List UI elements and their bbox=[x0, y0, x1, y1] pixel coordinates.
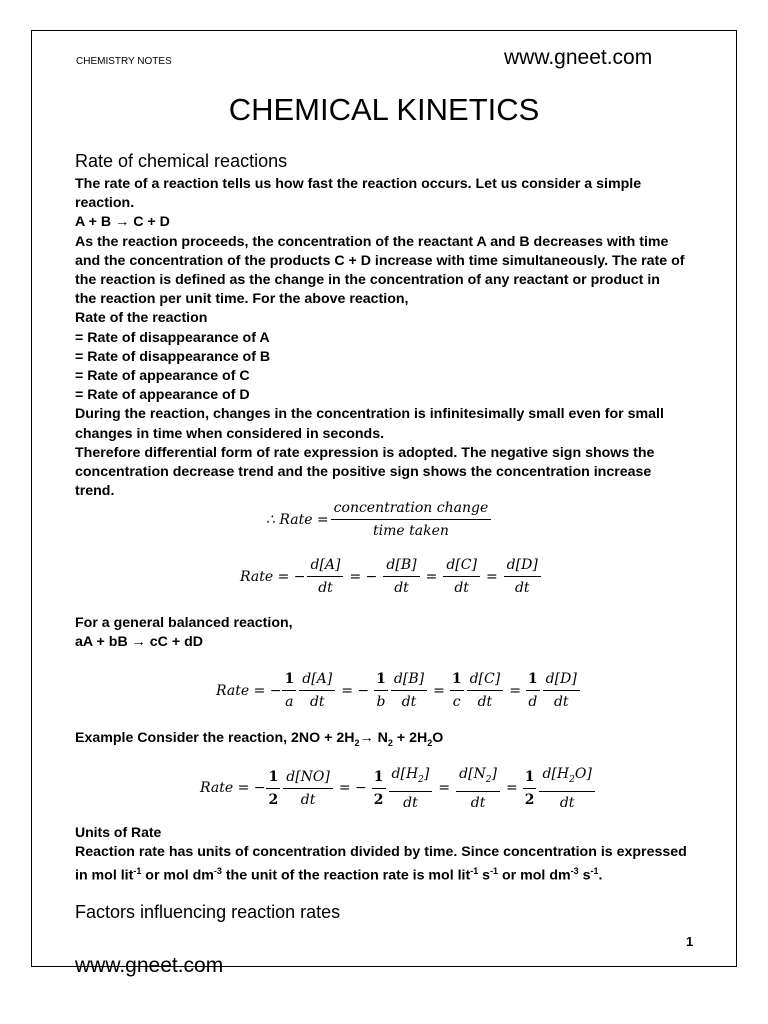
eq2-num-c: d[C] bbox=[443, 556, 480, 577]
eq3-den-a: dt bbox=[309, 694, 325, 710]
superscript: -1 bbox=[590, 866, 599, 877]
eq4-num-c bbox=[456, 765, 500, 792]
body-line: concentration decrease trend and the positive sign shows the concentration increase bbox=[75, 464, 652, 481]
superscript: -3 bbox=[570, 866, 579, 877]
eq2-term-b bbox=[383, 556, 419, 597]
body-line: = Rate of disappearance of B bbox=[75, 348, 271, 365]
eq3-term-a bbox=[299, 670, 335, 711]
eq3-coef-a bbox=[282, 670, 296, 711]
eq-text: O] bbox=[574, 766, 592, 782]
eq4-term-b bbox=[389, 765, 433, 812]
eq1-numerator: concentration change bbox=[331, 499, 492, 520]
subscript: 2 bbox=[387, 737, 393, 748]
reaction-arrow: → bbox=[359, 730, 374, 746]
equation-general-rate bbox=[216, 670, 582, 711]
subscript: 2 bbox=[418, 774, 424, 785]
general-reaction-text bbox=[75, 614, 293, 652]
eq2-den-c: dt bbox=[454, 580, 469, 596]
units-text: . bbox=[598, 867, 603, 884]
eq3-op: = − bbox=[341, 682, 370, 699]
body-line: Reaction rate has units of concentration divided by time. Since concentration is expressed bbox=[75, 844, 687, 860]
body-line: As the reaction proceeds, the concentration of the reactant A and B decreases with time bbox=[75, 233, 669, 250]
eq4-den-a: dt bbox=[300, 791, 316, 808]
body-line: the reaction is defined as the change in the concentration of any reactant or product in bbox=[75, 272, 660, 289]
eq4-num-b bbox=[389, 765, 433, 792]
eq3-term-b bbox=[391, 670, 427, 711]
eq4-coef-d bbox=[523, 768, 537, 809]
page-title: CHEMICAL KINETICS bbox=[228, 92, 540, 127]
eq4-coef-den: 2 bbox=[524, 791, 535, 808]
eq4-den-b: dt bbox=[403, 794, 418, 811]
eq3-coef-d bbox=[526, 670, 540, 711]
body-line: = Rate of appearance of D bbox=[75, 387, 250, 404]
footer-site-link[interactable]: www.gneet.com bbox=[75, 954, 224, 977]
units-body bbox=[75, 843, 687, 886]
example-text: O bbox=[432, 730, 444, 746]
eq4-coef-a bbox=[266, 768, 280, 809]
superscript: -1 bbox=[470, 866, 479, 877]
eq2-lhs: Rate = − bbox=[240, 568, 306, 585]
eq4-op: = bbox=[438, 780, 451, 797]
eq3-op: = bbox=[509, 682, 521, 699]
eq3-num-a: d[A] bbox=[299, 670, 335, 691]
subscript: 2 bbox=[485, 774, 492, 785]
eq3-term-c bbox=[467, 670, 504, 711]
units-text: s bbox=[478, 867, 491, 884]
eq3-coef-den: c bbox=[452, 694, 461, 710]
eq2-term-c bbox=[443, 556, 480, 597]
body-line: Rate of the reaction bbox=[75, 310, 208, 327]
eq4-term-d bbox=[539, 765, 594, 812]
body-line: = Rate of appearance of C bbox=[75, 368, 250, 385]
units-heading: Units of Rate bbox=[75, 824, 162, 840]
eq3-op: = bbox=[433, 682, 445, 699]
eq4-coef-num: 1 bbox=[523, 768, 537, 789]
eq2-den-a: dt bbox=[318, 580, 333, 596]
body-line bbox=[75, 862, 687, 886]
eq2-num-b: d[B] bbox=[383, 556, 419, 577]
eq1-fraction bbox=[331, 499, 492, 540]
eq4-den-c: dt bbox=[470, 794, 486, 811]
eq3-coef-num: 1 bbox=[526, 670, 540, 691]
units-text: or mol dm bbox=[498, 867, 571, 884]
eq2-op: = − bbox=[349, 568, 378, 585]
eq4-op: = bbox=[506, 780, 518, 797]
eq1-denominator: time taken bbox=[373, 523, 449, 539]
body-line: and the concentration of the products C + D increase with time simultaneously. The rate of bbox=[75, 252, 685, 269]
superscript: -3 bbox=[213, 866, 222, 877]
eq4-coef-num: 1 bbox=[266, 768, 280, 789]
eq4-coef-den: 2 bbox=[373, 791, 384, 808]
section-heading-rate: Rate of chemical reactions bbox=[75, 151, 288, 171]
body-line: = Rate of disappearance of A bbox=[75, 329, 270, 346]
eq3-coef-b bbox=[374, 670, 388, 711]
eq4-op: = − bbox=[338, 780, 367, 797]
subscript: 2 bbox=[354, 737, 360, 748]
eq3-den-c: dt bbox=[477, 694, 493, 710]
units-text: or mol dm bbox=[141, 867, 214, 884]
body-line: For a general balanced reaction, bbox=[75, 615, 293, 631]
eq4-coef-b bbox=[372, 768, 386, 809]
body-line: trend. bbox=[75, 483, 115, 500]
equation-rate-derivatives bbox=[240, 556, 543, 597]
eq4-lhs: Rate = − bbox=[200, 780, 266, 797]
eq-text: ] bbox=[423, 766, 430, 782]
eq4-coef-num: 1 bbox=[372, 768, 386, 789]
eq2-term-d bbox=[504, 556, 541, 597]
section-heading-factors: Factors influencing reaction rates bbox=[75, 902, 341, 922]
eq4-num-a: d[NO] bbox=[283, 768, 333, 789]
eq2-num-a: d[A] bbox=[307, 556, 343, 577]
eq3-coef-den: b bbox=[376, 694, 386, 710]
eq3-lhs: Rate = − bbox=[216, 682, 282, 699]
eq2-den-d: dt bbox=[514, 580, 530, 596]
body-line: A + B → C + D bbox=[75, 214, 170, 231]
eq3-coef-num: 1 bbox=[450, 670, 464, 691]
eq3-num-d: d[D] bbox=[543, 670, 580, 691]
body-line: Therefore differential form of rate expression is adopted. The negative sign shows the bbox=[75, 444, 655, 461]
subscript: 2 bbox=[569, 774, 575, 785]
eq3-num-c: d[C] bbox=[467, 670, 504, 691]
units-text: the unit of the reaction rate is mol lit bbox=[221, 867, 471, 884]
eq3-coef-num: 1 bbox=[374, 670, 388, 691]
superscript: -1 bbox=[133, 866, 142, 877]
body-line: aA + bB → cC + dD bbox=[75, 634, 203, 651]
eq2-term-a bbox=[307, 556, 343, 597]
body-line: During the reaction, changes in the concentration is infinitesimally small even for small bbox=[75, 406, 664, 423]
example-text: N bbox=[373, 730, 388, 746]
header-label: CHEMISTRY NOTES bbox=[76, 56, 172, 67]
eq2-den-b: dt bbox=[394, 580, 409, 596]
body-line: the reaction per unit time. For the above reaction, bbox=[75, 291, 409, 308]
equation-rate-definition bbox=[266, 499, 493, 540]
eq4-den-d: dt bbox=[559, 794, 575, 811]
eq3-coef-num: 1 bbox=[282, 670, 296, 691]
example-text: Example Consider the reaction, 2NO + 2H bbox=[75, 730, 355, 746]
eq2-op: = bbox=[485, 568, 498, 585]
eq3-num-b: d[B] bbox=[391, 670, 427, 691]
eq-text: d[H bbox=[391, 766, 419, 782]
eq1-prefix: ∴ Rate = bbox=[266, 511, 329, 528]
superscript: -1 bbox=[490, 866, 499, 877]
body-line: reaction. bbox=[75, 195, 135, 212]
eq2-num-d: d[D] bbox=[504, 556, 541, 577]
subscript: 2 bbox=[427, 737, 433, 748]
page-number: 1 bbox=[686, 934, 694, 949]
section-body-rate bbox=[75, 175, 685, 501]
body-line: The rate of a reaction tells us how fast the reaction occurs. Let us consider a simple bbox=[75, 176, 642, 192]
eq3-coef-c bbox=[450, 670, 464, 711]
units-text: s bbox=[578, 867, 591, 884]
header-site-link[interactable]: www.gneet.com bbox=[504, 46, 653, 69]
eq3-den-d: dt bbox=[553, 694, 569, 710]
equation-example-rate bbox=[200, 765, 597, 812]
eq4-term-c bbox=[456, 765, 500, 812]
eq3-coef-den: d bbox=[528, 694, 538, 710]
eq2-op: = bbox=[425, 568, 438, 585]
eq-text: d[N bbox=[459, 766, 486, 782]
eq3-den-b: dt bbox=[401, 694, 417, 710]
eq3-coef-den: a bbox=[285, 694, 294, 710]
eq-text: d[H bbox=[542, 766, 570, 782]
example-reaction bbox=[75, 729, 443, 753]
example-text: + 2H bbox=[392, 730, 428, 746]
eq3-term-d bbox=[543, 670, 580, 711]
body-line: changes in time when considered in seconds. bbox=[75, 425, 385, 442]
units-text: in mol lit bbox=[75, 867, 134, 884]
eq-text: ] bbox=[491, 766, 497, 782]
eq4-term-a bbox=[283, 768, 333, 809]
eq4-num-d bbox=[539, 765, 594, 792]
eq4-coef-den: 2 bbox=[268, 791, 279, 808]
